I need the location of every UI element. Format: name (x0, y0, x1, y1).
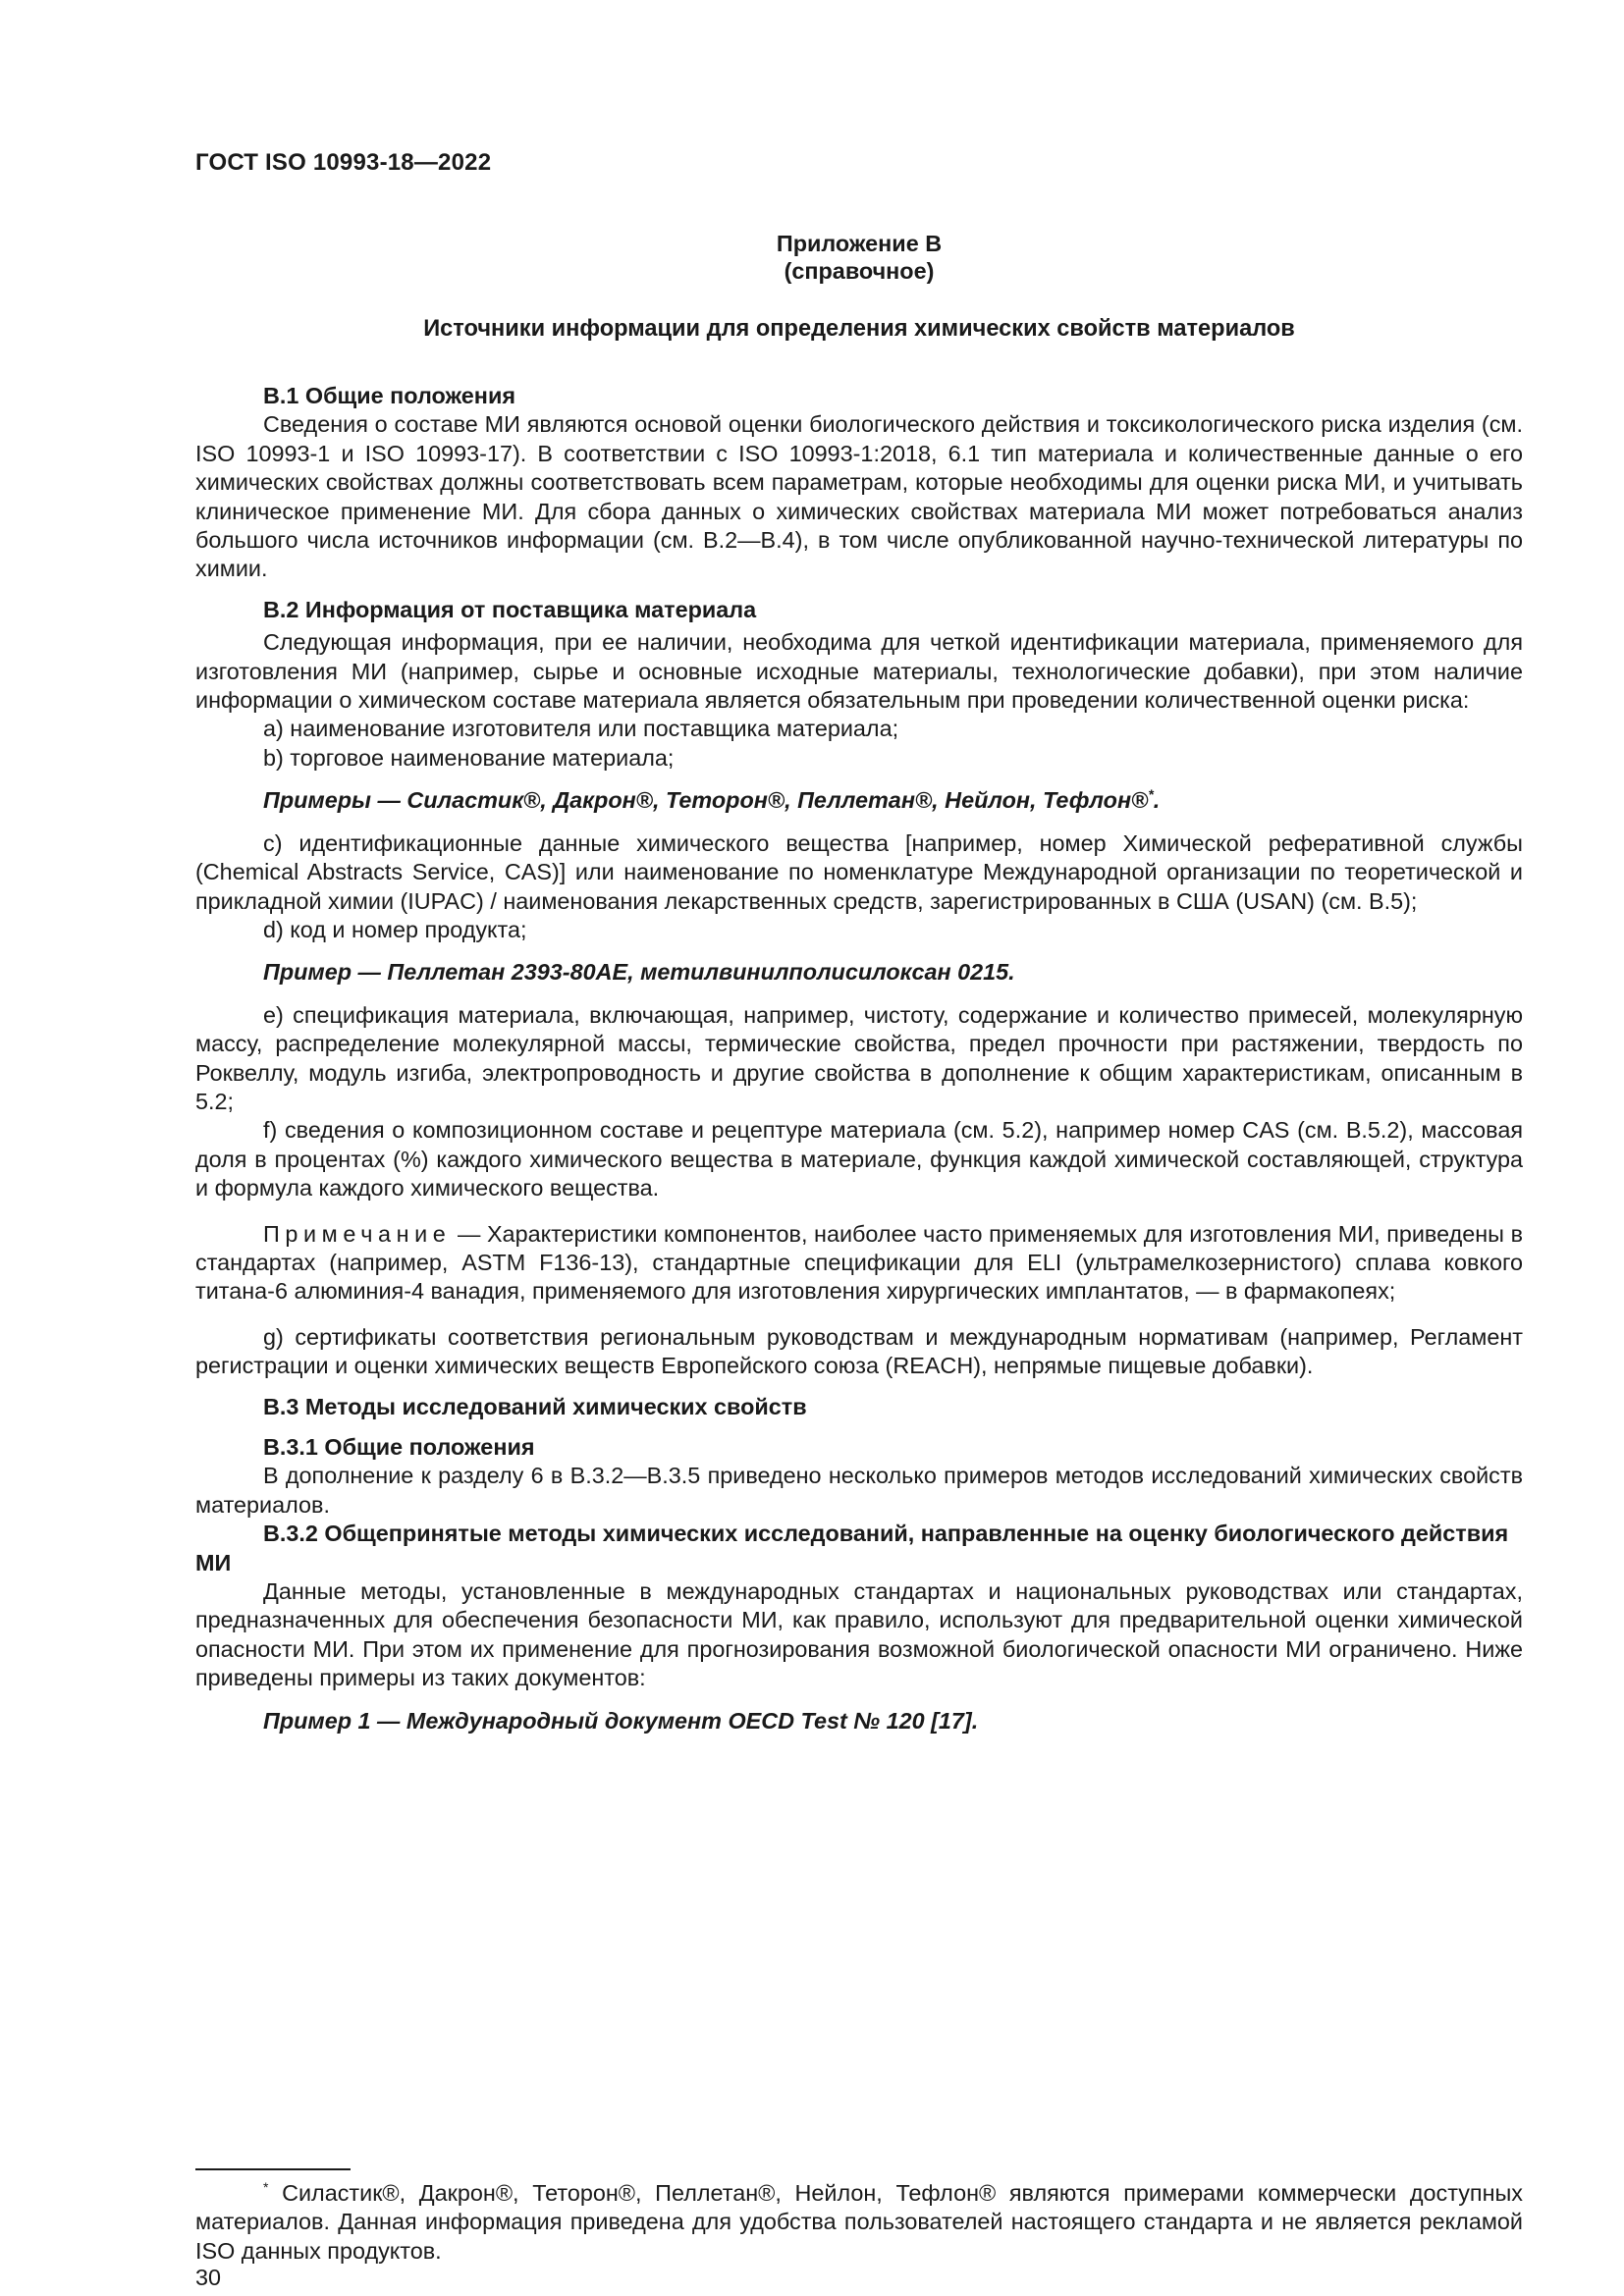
section-b1-heading: В.1 Общие положения (263, 383, 515, 408)
note-paragraph (195, 1220, 1523, 1307)
example-trade-names-end: . (1153, 787, 1161, 814)
standard-code-header: ГОСТ ISO 10993-18—2022 (195, 149, 492, 176)
annex-title: Приложение В (776, 231, 943, 256)
page-number: 30 (195, 2265, 222, 2290)
section-b31-heading: В.3.1 Общие положения (263, 1434, 535, 1460)
note-text: — Характеристики компонентов, наиболее часто применяемых для изготовления МИ, приведены в стандартах (например, ASTM F136-13), стандартные спецификации для ELI (ультрамелкозернистого) сплава ковкого титана-6 алюминия-4 ванадия, применяемого для изготовления хирургических имплантатов, — в фармакопеях; (195, 1220, 1523, 1305)
footnote-text (195, 2179, 1523, 2266)
annex-title-block (195, 230, 1523, 343)
section-b1-paragraph: Сведения о составе МИ являются основой оценки биологического действия и токсикологического риска изделия (см. ISO 10993-1 и ISO 10993-17). В соответствии с ISO 10993-1:2018, 6.1 тип материала и количественные данные о его химических свойствах должны соответствовать всем параметрам, которые необходимы для оценки риска МИ, и учитывать клиническое применение МИ. Для сбора данных о химических свойствах материала МИ может потребоваться анализ большого числа источников информации (см. В.2—В.4), в том числе опубликованной научно-технической литературы по химии. (195, 411, 1523, 582)
section-b3-heading: В.3 Методы исследований химических свойств (263, 1393, 807, 1419)
footnote-mark: * (263, 2179, 269, 2196)
list-item-e: e) спецификация материала, включающая, например, чистоту, содержание и количество примесей, молекулярную массу, распределение молекулярной массы, термические свойства, предел прочности при растяжении, твердость по Роквеллу, модуль изгиба, электропроводность и другие свойства в дополнение к общим характеристикам, описанным в 5.2; (195, 1001, 1523, 1114)
note-label: Примечание (263, 1220, 452, 1247)
footnote-reference-mark: * (1148, 786, 1154, 803)
footnote (195, 2179, 1523, 2266)
list-item-f: f) сведения о композиционном составе и рецептуре материала (см. 5.2), например номер CAS (см. В.5.2), массовая доля в процентах (%) каждого химического вещества в материале, функция каждой химической составляющей, структура и формула каждого химического вещества. (195, 1117, 1523, 1201)
annex-heading: Источники информации для определения химических свойств материалов (423, 316, 1295, 342)
list-item-g: g) сертификаты соответствия региональным руководствам и международным нормативам (например, Регламент регистрации и оценки химических веществ Европейского союза (REACH), непрямые пищевые добавки). (195, 1323, 1523, 1379)
section-b2-paragraph: Следующая информация, при ее наличии, необходима для четкой идентификации материала, применяемого для изготовления МИ (например, сырье и основные исходные материалы, технологические добавки), при этом наличие информации о химическом составе материала является обязательным при проведении количественной оценки риска: (195, 629, 1523, 714)
list-item-c: c) идентификационные данные химического вещества [например, номер Химической реферативной службы (Chemical Abstracts Service, CAS)] или наименование по номенклатуре Международной организации по теоретической и прикладной химии (IUPAC) / наименования лекарственных средств, зарегистрированных в США (USAN) (см. В.5); (195, 829, 1523, 914)
example-oecd-document: Пример 1 — Международный документ OECD Test № 120 [17]. (263, 1707, 979, 1734)
list-item-d: d) код и номер продукта; (263, 916, 527, 942)
annex-type: (справочное) (784, 258, 935, 284)
footnote-separator (195, 2168, 351, 2170)
footnote-body: Силастик®, Дакрон®, Теторон®, Пеллетан®, Нейлон, Тефлон® являются примерами коммерчески доступных материалов. Данная информация приведена для удобства пользователей настоящего стандарта и не является рекламой ISO данных продуктов. (195, 2180, 1523, 2264)
document-body (195, 230, 1523, 1735)
example-trade-names-text: Примеры — Силастик®, Дакрон®, Теторон®, Пеллетан®, Нейлон, Тефлон® (263, 787, 1149, 814)
section-b32-paragraph: Данные методы, установленные в международных стандартах и национальных руководствах или стандартах, предназначенных для обеспечения безопасности МИ, как правило, используют для предварительной оценки химической опасности МИ. При этом их применение для прогнозирования возможной биологической опасности МИ ограничено. Ниже приведены примеры из таких документов: (195, 1578, 1523, 1691)
example-trade-names (195, 786, 1523, 815)
example-product-code: Пример — Пеллетан 2393-80АЕ, метилвинилполисилоксан 0215. (263, 959, 1015, 986)
section-b2-heading: В.2 Информация от поставщика материала (263, 596, 757, 622)
section-b31-paragraph: В дополнение к разделу 6 в В.3.2—В.3.5 приведено несколько примеров методов исследований химических свойств материалов. (195, 1463, 1523, 1518)
list-item-a: a) наименование изготовителя или поставщика материала; (263, 716, 899, 742)
list-item-b: b) торговое наименование материала; (263, 744, 675, 771)
section-b32-heading: В.3.2 Общепринятые методы химических исследований, направленные на оценку биологического действия МИ (195, 1521, 1509, 1575)
